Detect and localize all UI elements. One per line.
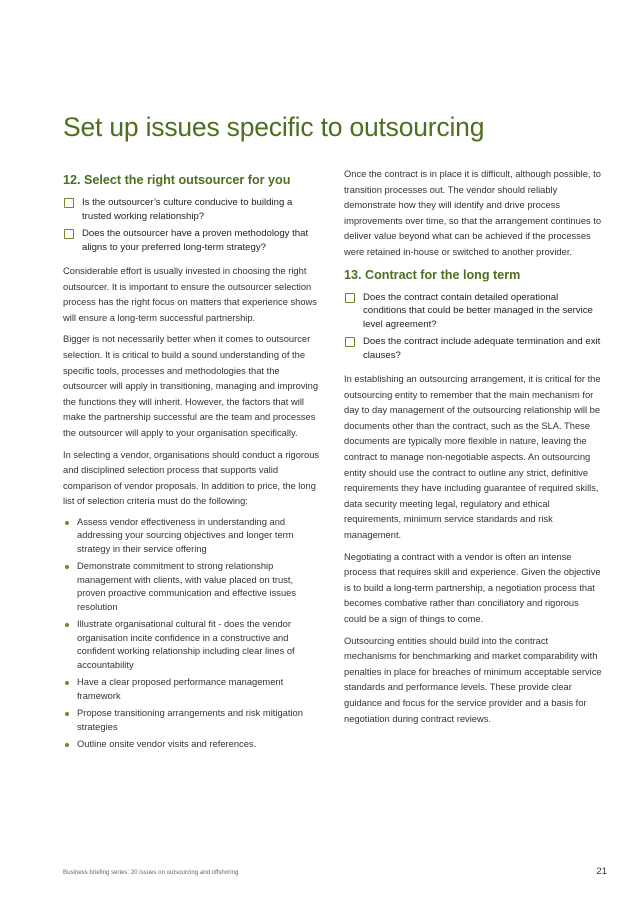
list-item xyxy=(63,676,320,703)
checklist-item-text: Does the contract include adequate termination and exit clauses? xyxy=(363,336,601,361)
list-item xyxy=(63,618,320,672)
checklist-item-text: Is the outsourcer’s culture conducive to building a trusted working relationship? xyxy=(82,197,293,222)
checklist-item xyxy=(344,291,602,332)
section-13-checklist xyxy=(344,291,602,363)
right-column xyxy=(344,169,602,733)
checkbox-icon xyxy=(64,198,74,208)
bullet-icon xyxy=(65,521,69,525)
body-paragraph: In establishing an outsourcing arrangement, it is critical for the outsourcing entity to remember that the main mechanism for day to day management of the outsourcing relationship will be documents other than the contract, such as the SLA. These documents are typically more flexible in nature, leaving the contract to manage non-negotiable aspects. An outsourcing entity should use the contract to outline any strict, definitive requirements they have including guarantee of required skills, data security meeting legal, regulatory and ethical requirements, minimum service standards and risk management. xyxy=(344,374,601,540)
list-item-text: Outline onsite vendor visits and references. xyxy=(77,739,257,750)
list-item-text: Demonstrate commitment to strong relationship management with clients, with value placed on trust, proven proactive communication and effective issues resolution xyxy=(77,561,297,612)
footer-series-title: Business briefing series: 20 issues on outsourcing and offshoring xyxy=(63,869,239,876)
body-paragraph: Bigger is not necessarily better when it comes to outsourcer selection. It is critical to build a sound understanding of the specific tools, processes and methodologies that the outsourcer will apply in transitioning, managing and improving the functions they will inherit. However, the factors that will make the partnership successful are the team and processes the outsourcer will apply to your organisation specifically. xyxy=(63,334,319,438)
selection-criteria-list xyxy=(63,516,320,752)
bullet-icon xyxy=(65,623,69,627)
body-paragraph: Outsourcing entities should build into the contract mechanisms for benchmarking and market comparability with penalties in place for breaches of minimum acceptable service standards and performance levels. These provide clear guidance and focus for the service provider and a basis for negotiation during contract reviews. xyxy=(344,635,602,724)
body-paragraph: In selecting a vendor, organisations should conduct a rigorous and disciplined selection process that supports valid comparison of vendor proposals. In addition to price, the long list of selection criteria must do the following: xyxy=(63,449,320,507)
checkbox-icon xyxy=(345,293,355,303)
checklist-item xyxy=(344,335,602,362)
list-item xyxy=(63,738,320,752)
bullet-icon xyxy=(65,712,69,716)
checkbox-icon xyxy=(345,337,355,347)
bullet-icon xyxy=(65,565,69,569)
left-column xyxy=(63,172,320,756)
section-13-heading: 13. Contract for the long term xyxy=(344,267,521,282)
bullet-icon xyxy=(65,743,69,747)
list-item-text: Propose transitioning arrangements and risk mitigation strategies xyxy=(77,708,303,732)
body-paragraph: Negotiating a contract with a vendor is often an intense process that requires skill and experience. Given the objective is to build a long-term partnership, a negotiation process that becomes combative rather than conciliatory and rigorous could be a sign of things to come. xyxy=(344,551,601,624)
body-paragraph: Considerable effort is usually invested in choosing the right outsourcer. It is important to ensure the outsourcer selection process has the right focus on matters that experience shows will ensure a long-term successful partnership. xyxy=(63,266,317,323)
checklist-item xyxy=(63,196,320,223)
checkbox-icon xyxy=(64,229,74,239)
checklist-item-text: Does the outsourcer have a proven methodology that aligns to your preferred long-term strategy? xyxy=(82,228,309,253)
section-12-heading: 12. Select the right outsourcer for you xyxy=(63,173,291,187)
list-item xyxy=(63,560,320,614)
list-item-text: Have a clear proposed performance management framework xyxy=(77,677,284,701)
section-12-checklist xyxy=(63,196,320,254)
bullet-icon xyxy=(65,681,69,685)
page-title: Set up issues specific to outsourcing xyxy=(63,112,485,142)
list-item xyxy=(63,707,320,734)
intro-paragraph: Once the contract is in place it is difficult, although possible, to transition processes out. The vendor should reliably demonstrate how they will identify and drive process improvements over time, so that the arrangement continues to deliver value beyond what can be achieved if the processes were retained in-house or switched to another provider. xyxy=(344,169,602,257)
checklist-item xyxy=(63,227,320,254)
list-item-text: Illustrate organisational cultural fit - does the vendor organisation incite confidence in a constructive and confident working relationship including clear lines of accountability xyxy=(77,619,295,670)
list-item-text: Assess vendor effectiveness in understanding and addressing your sourcing objectives and longer term strategy in their service offering xyxy=(77,516,294,554)
list-item xyxy=(63,516,320,557)
page-number: 21 xyxy=(596,866,607,877)
checklist-item-text: Does the contract contain detailed operational conditions that could be better managed in the service level agreement? xyxy=(363,291,593,330)
